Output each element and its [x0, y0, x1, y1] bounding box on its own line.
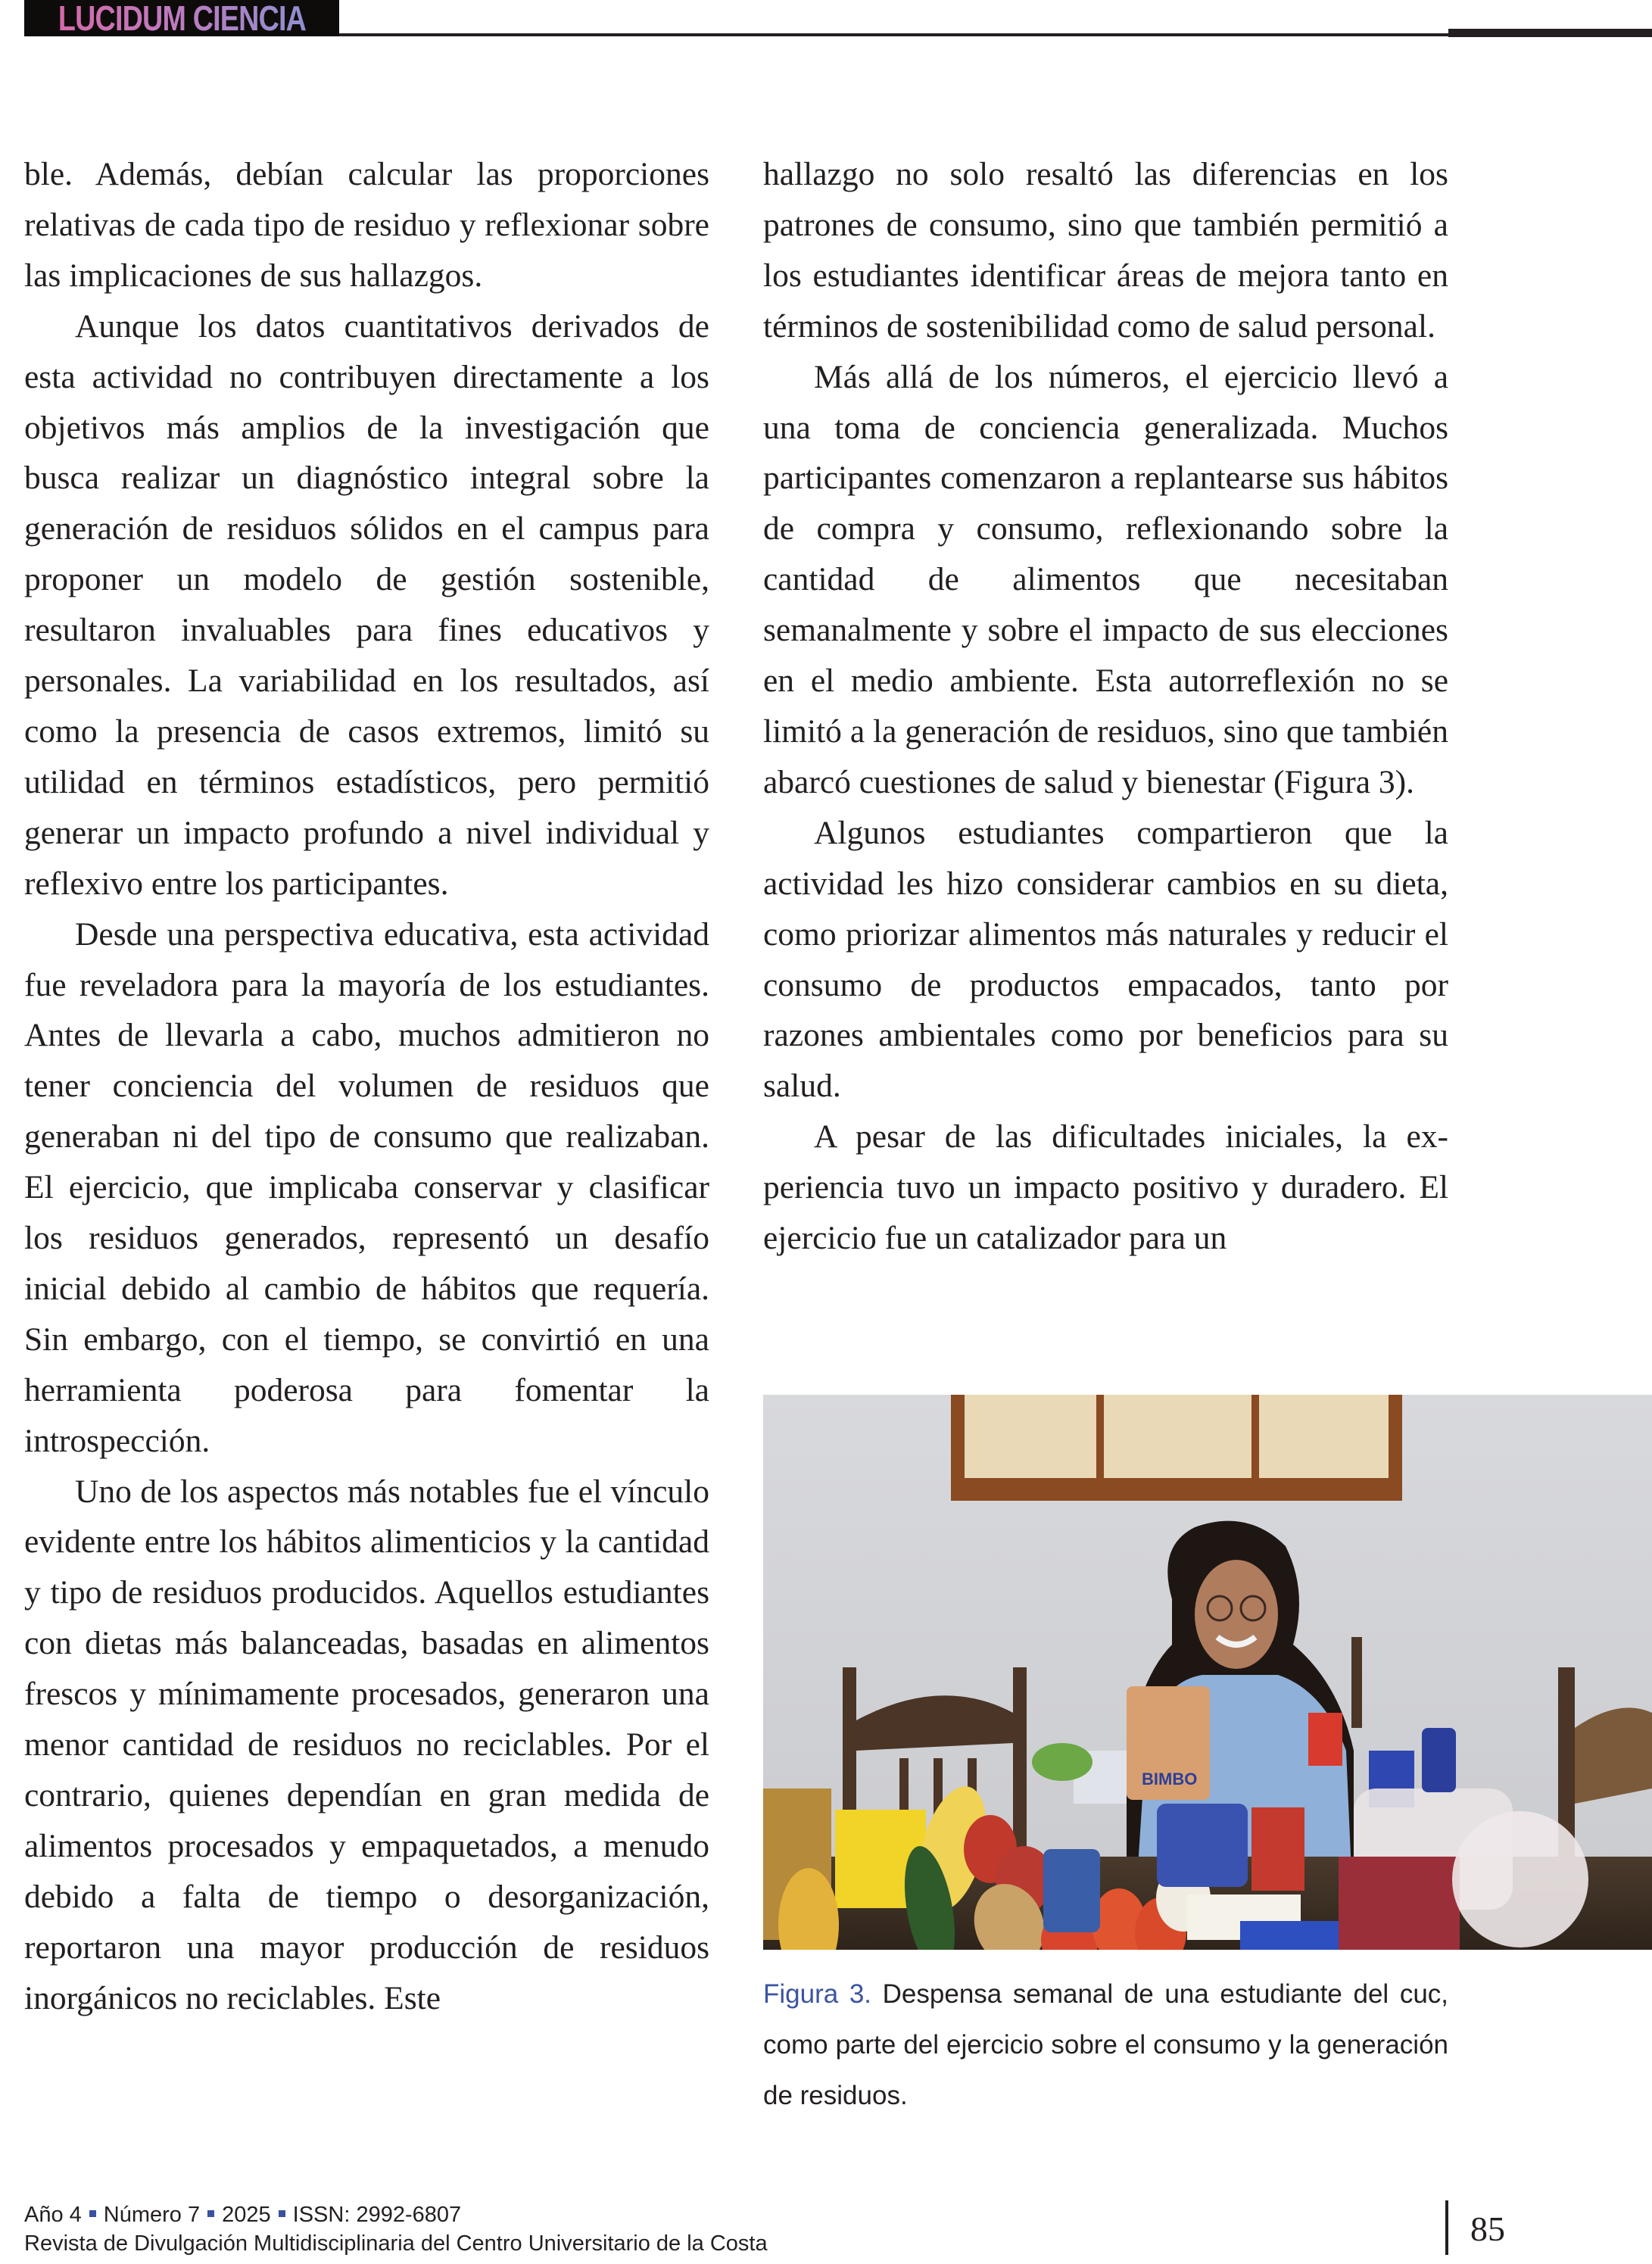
separator-square-icon — [89, 2210, 96, 2217]
figure-3-photo — [763, 1395, 1652, 1950]
photo-illustration — [763, 1395, 1652, 1950]
paragraph: Aunque los datos cuantitativos derivados de esta actividad no contribuyen directamente a los objetivos más amplios de la investigación que busca realizar un diagnóstico integral sobre la generación de residuos sólidos en el campus para proponer un modelo de gestión sostenible, resultaron invaluables para fines educativos y personales. La variabilidad en los resultados, así como la presencia de casos extremos, limitó su utilidad en términos estadísticos, pero permitió generar un impacto profundo a nivel individual y reflexivo entre los participantes. — [24, 307, 709, 902]
paragraph: Desde una perspectiva educativa, esta actividad fue reveladora para la mayoría de los estudiantes. Antes de llevarla a cabo, muchos admitieron no tener conciencia del volumen de residuos que generaban ni del tipo de consumo que realizaban. El ejercicio, que implicaba conservar y clasificar los residuos generados, representó un desafío inicial debido al cambio de hábitos que requería. Sin embargo, con el tiempo, se convirtió en una herramienta poderosa para fomentar la introspección. — [24, 915, 709, 1459]
figure-caption — [763, 1969, 1448, 2121]
journal-name: LUCIDUM CIENCIA — [58, 0, 306, 38]
figure-label: Figura 3. — [763, 1979, 872, 2009]
publication-year: 2025 — [222, 2203, 271, 2227]
volume-year: Año 4 — [24, 2203, 82, 2227]
paragraph: Más allá de los números, el ejercicio llevó a una toma de conciencia generalizada. Muchos participantes comenzaron a replantearse sus hábitos de compra y consumo, reflexionando sobre la cantidad de alimentos que necesitaban semanalmente y sobre el impacto de sus elecciones en el medio ambiente. Esta autorreflexión no se limitó a la generación de residuos, sino que también abarcó cuestiones de salud y bienestar (Figura 3). — [763, 358, 1448, 800]
separator-square-icon — [207, 2210, 214, 2217]
page-number-rule — [1445, 2200, 1448, 2255]
header-accent-bar — [1448, 29, 1652, 37]
page-footer — [24, 2200, 768, 2258]
body-column-right — [763, 149, 1448, 1264]
page-number: 85 — [1470, 2209, 1505, 2248]
journal-full-name: Revista de Divulgación Multidisciplinaria del Centro Universitario de la Costa — [24, 2231, 768, 2256]
paragraph: ble. Además, debían calcular las proporciones relativas de cada tipo de residuo y reflexionar sobre las implicaciones de sus hallazgos. — [24, 156, 709, 294]
issue-info — [24, 2200, 768, 2229]
body-column-left — [24, 149, 709, 2024]
journal-masthead — [24, 0, 339, 36]
issue-number: Número 7 — [103, 2203, 201, 2227]
paragraph: Algunos estudiantes compartieron que la actividad les hizo considerar cambios en su dieta, como priorizar alimentos más naturales y reducir el consumo de productos empacados, tanto por razones ambientales como por beneficios para su salud. — [763, 814, 1448, 1105]
separator-square-icon — [279, 2210, 285, 2217]
paragraph: Uno de los aspectos más notables fue el vínculo evidente entre los hábitos alimenticios y la cantidad y tipo de residuos producidos. Aquellos estudiantes con dietas más balanceadas, basadas en alimentos frescos y mínimamente procesados, generaron una menor cantidad de residuos no reciclables. Por el contrario, quienes dependían en gran medida de alimentos procesados y empaquetados, a menudo debido a falta de tiempo o desorganización, reportaron una mayor producción de residuos inorgánicos no reciclables. Este — [24, 1473, 709, 2016]
paragraph: A pesar de las dificultades iniciales, la experiencia tuvo un impacto positivo y duradero. El ejercicio fue un catalizador para un — [763, 1118, 1448, 1257]
header-rule — [339, 33, 1448, 36]
issn: ISSN: 2992-6807 — [292, 2203, 462, 2227]
bread-brand-label: BIMBO — [1142, 1770, 1198, 1788]
figure-caption-text: Despensa semanal de una estudiante del cuc, como parte del ejercicio sobre el consumo y la generación de residuos. — [763, 1979, 1449, 2110]
paragraph: hallazgo no solo resaltó las diferencias en los patrones de consumo, sino que también permitió a los estudiantes identificar áreas de mejora tanto en términos de sostenibilidad como de salud personal. — [763, 156, 1448, 345]
